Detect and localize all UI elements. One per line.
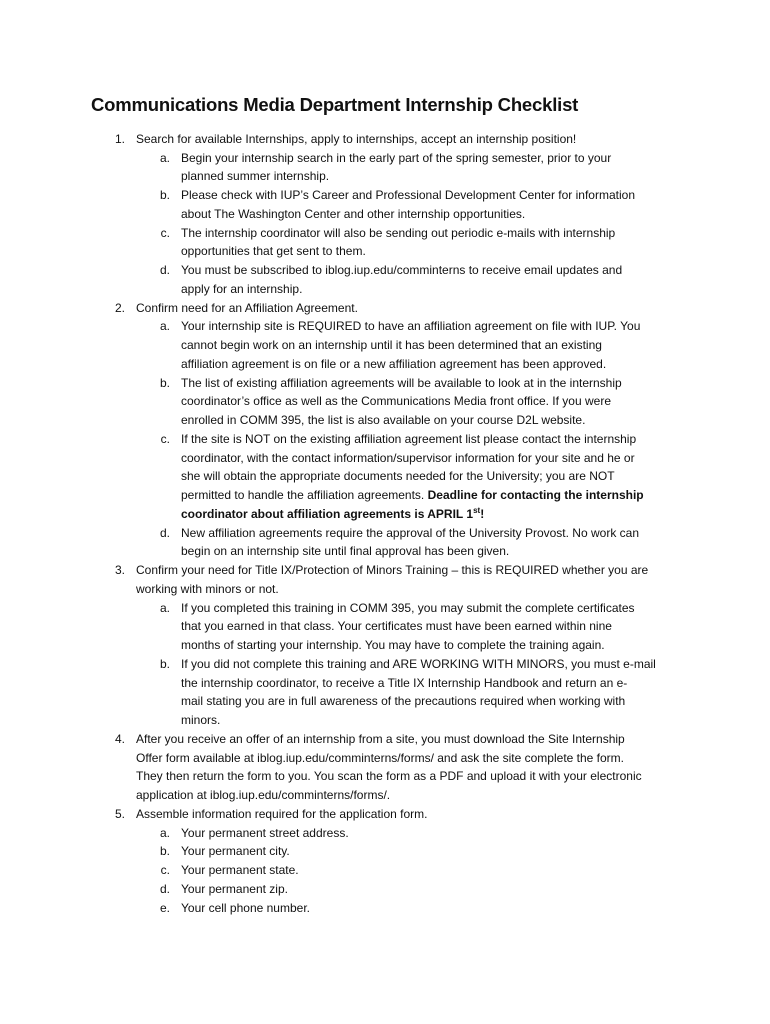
item-text: mail stating you are in full awareness of the precautions required when working with [181,694,626,708]
item-text [181,486,644,504]
item-text: that you earned in that class. Your certificates must have been earned within nine [181,619,612,633]
item-text: about The Washington Center and other internship opportunities. [181,207,526,221]
item-text: Begin your internship search in the early part of the spring semester, prior to your [181,151,612,165]
item-text: If the site is NOT on the existing affiliation agreement list please contact the internship [181,432,637,446]
section-text: Confirm need for an Affiliation Agreement. [136,301,358,315]
section-number: 2. [114,301,125,315]
item-text: Please check with IUP’s Career and Professional Development Center for information [181,188,635,202]
item-label: b. [159,844,170,858]
section-text: Search for available Internships, apply to internships, accept an internship position! [136,132,577,146]
item-label: b. [159,376,170,390]
item-label: c. [160,863,170,877]
section-text: application at iblog.iup.edu/comminterns/forms/. [136,788,391,802]
item-text: Your permanent state. [181,863,299,877]
item-text: The list of existing affiliation agreements will be available to look at in the internship [181,376,622,390]
section-text: working with minors or not. [136,582,279,596]
item-text: opportunities that get sent to them. [181,244,366,258]
item-text: Your permanent zip. [181,882,288,896]
item-text: planned summer internship. [181,169,330,183]
item-text: Your internship site is REQUIRED to have an affiliation agreement on file with IUP. You [181,319,641,333]
item-text: If you did not complete this training and ARE WORKING WITH MINORS, you must e-mail [181,657,656,671]
item-text: the internship coordinator, to receive a Title IX Internship Handbook and return an e- [181,676,628,690]
exclamation: ! [480,507,485,521]
section-text: Confirm your need for Title IX/Protection of Minors Training – this is REQUIRED whether you are [136,563,649,577]
section-text: After you receive an offer of an internship from a site, you must download the Site Internship [136,732,625,746]
item-text: months of starting your internship. You may have to complete the training again. [181,638,605,652]
item-text: begin on an internship site until final approval has been given. [181,544,510,558]
item-label: e. [159,901,170,915]
item-text: The internship coordinator will also be sending out periodic e-mails with internship [181,226,616,240]
item-text: affiliation agreement is on file or a new affiliation agreement has been approved. [181,357,607,371]
item-label: d. [159,263,170,277]
section-text: Assemble information required for the application form. [136,807,428,821]
item-text: Your permanent street address. [181,826,349,840]
item-text-plain: permitted to handle the affiliation agreements. [181,488,425,502]
section-number: 3. [114,563,125,577]
item-text: cannot begin work on an internship until it has been determined that an existing [181,338,602,352]
item-label: b. [159,657,170,671]
section-text: They then return the form to you. You scan the form as a PDF and upload it with your electronic [136,769,642,783]
item-text: New affiliation agreements require the approval of the University Provost. No work can [181,526,639,540]
item-text: minors. [181,713,221,727]
item-label: a. [159,826,170,840]
item-text: If you completed this training in COMM 395, you may submit the complete certificates [181,601,635,615]
page-title: Communications Media Department Internship Checklist [91,94,579,115]
deadline-text: Deadline for contacting the internship [427,488,644,502]
item-text: You must be subscribed to iblog.iup.edu/comminterns to receive email updates and [181,263,623,277]
item-text: enrolled in COMM 395, the list is also available on your course D2L website. [181,413,586,427]
deadline-line [181,505,484,523]
item-label: c. [160,226,170,240]
ordinal-suffix: st [473,506,481,515]
item-text: apply for an internship. [181,282,303,296]
item-label: a. [159,319,170,333]
section-text: Offer form available at iblog.iup.edu/comminterns/forms/ and ask the site complete the form. [136,751,625,765]
item-label: d. [159,526,170,540]
item-text: she will obtain the appropriate documents needed for the University; you are NOT [181,469,615,483]
section-number: 4. [114,732,125,746]
item-label: c. [160,432,170,446]
item-text: coordinator, with the contact information/supervisor information for your site and he or [181,451,635,465]
item-text: Your permanent city. [181,844,290,858]
section-number: 5. [114,807,125,821]
section-number: 1. [114,132,125,146]
item-label: b. [159,188,170,202]
item-label: a. [159,151,170,165]
deadline-text: coordinator about affiliation agreements is APRIL 1 [181,507,474,521]
item-label: d. [159,882,170,896]
item-label: a. [159,601,170,615]
item-text: Your cell phone number. [181,901,310,915]
item-text: coordinator’s office as well as the Communications Media front office. If you were [181,394,611,408]
